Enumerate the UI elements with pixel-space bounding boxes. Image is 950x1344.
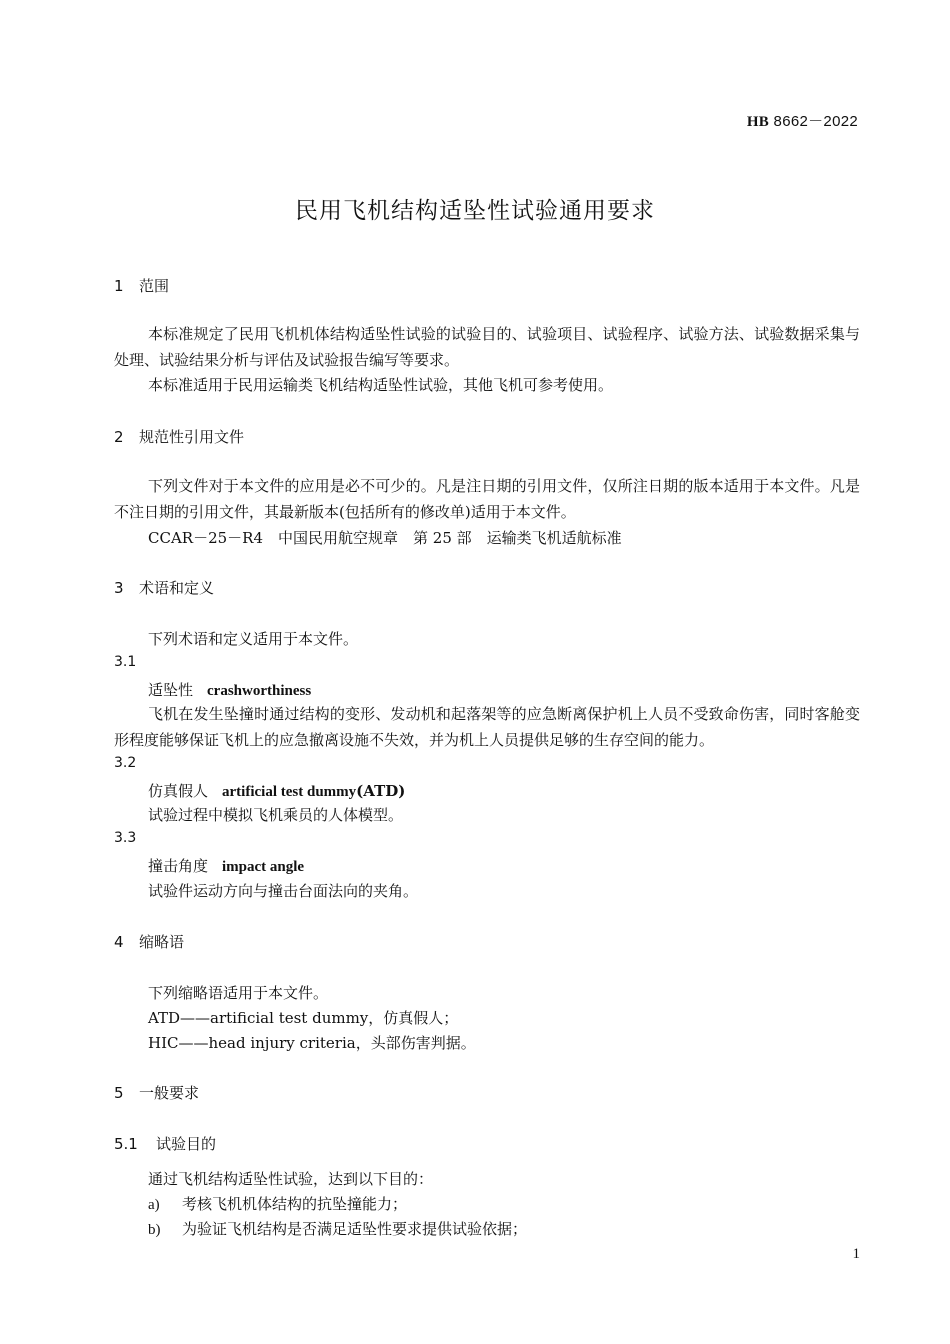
subsection-5-1-heading bbox=[114, 1133, 216, 1154]
standard-code-number: 8662－2022 bbox=[769, 113, 858, 130]
section-3-heading bbox=[114, 577, 214, 598]
term-chinese: 适坠性 bbox=[148, 681, 194, 699]
section-title: 术语和定义 bbox=[139, 579, 215, 597]
term-abbreviation: (ATD) bbox=[356, 782, 406, 800]
section-title: 一般要求 bbox=[139, 1084, 200, 1102]
section-2-paragraph-1: 下列文件对于本文件的应用是必不可少的。凡是注日期的引用文件，仅所注日期的版本适用于本文件。凡是不注日期的引用文件，其最新版本(包括所有的修改单)适用于本文件。 bbox=[114, 477, 860, 521]
list-item bbox=[148, 1193, 407, 1214]
term-chinese: 撞击角度 bbox=[148, 857, 209, 875]
term-definition: 飞机在发生坠撞时通过结构的变形、发动机和起落架等的应急断离保护机上人员不受致命伤害，同时客舱变形程度能够保证飞机上的应急撤离设施不失效，并为机上人员提供足够的生存空间的能力。 bbox=[114, 705, 860, 749]
section-title: 范围 bbox=[139, 277, 170, 295]
section-4-intro: 下列缩略语适用于本文件。 bbox=[148, 984, 329, 1002]
term-number: 3.2 bbox=[114, 755, 137, 771]
term-english: crashworthiness bbox=[207, 683, 312, 699]
abbreviation-item: ATD——artificial test dummy，仿真假人； bbox=[148, 1009, 459, 1027]
section-2-heading bbox=[114, 426, 244, 447]
section-4-heading bbox=[114, 931, 184, 952]
page-number: 1 bbox=[852, 1246, 860, 1262]
section-number: 4 bbox=[114, 933, 124, 951]
list-text: 考核飞机机体结构的抗坠撞能力； bbox=[182, 1195, 408, 1213]
standard-code-prefix: HB bbox=[746, 114, 770, 130]
term-entry bbox=[148, 679, 311, 700]
section-title: 缩略语 bbox=[139, 933, 185, 951]
normative-reference: CCAR－25－R4 中国民用航空规章 第 25 部 运输类飞机适航标准 bbox=[148, 529, 622, 547]
section-1-paragraph-2: 本标准适用于民用运输类飞机结构适坠性试验，其他飞机可参考使用。 bbox=[148, 376, 614, 394]
document-title: 民用飞机结构适坠性试验通用要求 bbox=[295, 198, 655, 224]
term-definition: 试验件运动方向与撞击台面法向的夹角。 bbox=[148, 882, 419, 900]
standard-code bbox=[747, 110, 858, 131]
subsection-number: 5.1 bbox=[114, 1135, 138, 1153]
term-entry bbox=[148, 780, 405, 801]
section-1-heading bbox=[114, 275, 169, 296]
section-1-paragraph-1: 本标准规定了民用飞机机体结构适坠性试验的试验目的、试验项目、试验程序、试验方法、试验数据采集与处理、试验结果分析与评估及试验报告编写等要求。 bbox=[114, 325, 860, 369]
subsection-title: 试验目的 bbox=[156, 1135, 217, 1153]
term-definition: 试验过程中模拟飞机乘员的人体模型。 bbox=[148, 806, 404, 824]
term-chinese: 仿真假人 bbox=[148, 782, 209, 800]
list-marker: b) bbox=[148, 1222, 161, 1238]
list-marker: a) bbox=[148, 1197, 160, 1213]
section-title: 规范性引用文件 bbox=[139, 428, 245, 446]
term-entry bbox=[148, 855, 304, 876]
section-number: 1 bbox=[114, 277, 124, 295]
term-english: artificial test dummy bbox=[222, 784, 357, 800]
subsection-5-1-intro: 通过飞机结构适坠性试验，达到以下目的： bbox=[148, 1170, 434, 1188]
term-number: 3.3 bbox=[114, 830, 137, 846]
abbreviation-item: HIC——head injury criteria，头部伤害判据。 bbox=[148, 1034, 476, 1052]
section-number: 5 bbox=[114, 1084, 124, 1102]
section-5-heading bbox=[114, 1082, 199, 1103]
section-3-intro: 下列术语和定义适用于本文件。 bbox=[148, 630, 359, 648]
section-number: 3 bbox=[114, 579, 124, 597]
list-item bbox=[148, 1218, 527, 1239]
list-text: 为验证飞机结构是否满足适坠性要求提供试验依据； bbox=[182, 1220, 528, 1238]
term-english: impact angle bbox=[222, 859, 305, 875]
section-number: 2 bbox=[114, 428, 124, 446]
term-number: 3.1 bbox=[114, 654, 137, 670]
